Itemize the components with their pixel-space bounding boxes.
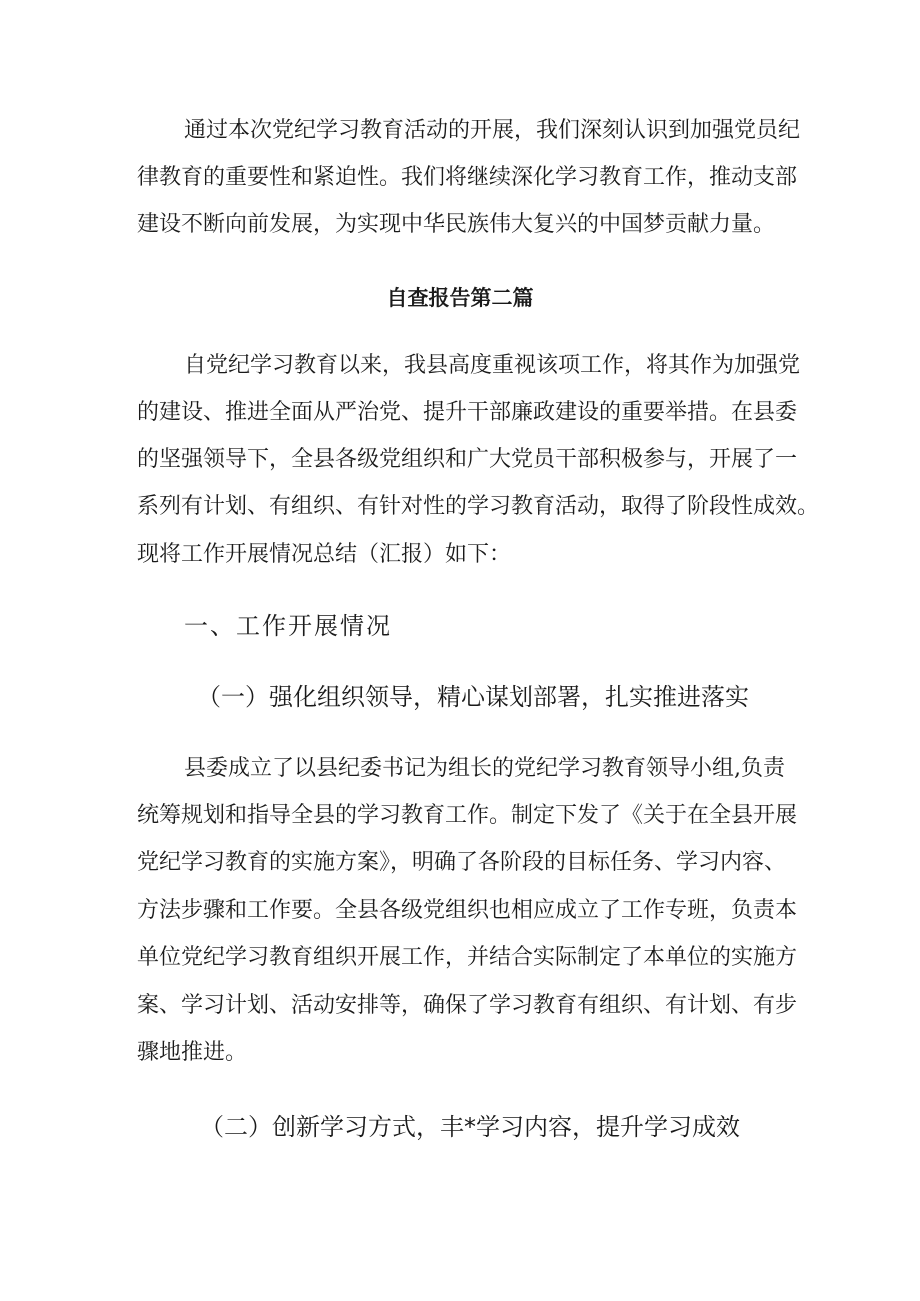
- body-line-5: 单位党纪学习教育组织开展工作，并结合实际制定了本单位的实施方: [137, 945, 798, 970]
- body-line-6: 案、学习计划、活动安排等，确保了学习教育有组织、有计划、有步: [137, 993, 798, 1018]
- body-line-4: 方法步骤和工作要。全县各级党组织也相应成立了工作专班，负责本: [137, 898, 798, 923]
- body-line-3: 党纪学习教育的实施方案》，明确了各阶段的目标任务、学习内容、: [137, 850, 787, 875]
- opening-line-5: 现将工作开展情况总结（汇报）如下：: [137, 542, 512, 567]
- intro-line-1: 通过本次党纪学习教育活动的开展，我们深刻认识到加强党员纪: [184, 118, 801, 143]
- body-line-7: 骤地推进。: [137, 1040, 248, 1065]
- body-line-2: 统筹规划和指导全县的学习教育工作。制定下发了《关于在全县开展: [137, 803, 798, 828]
- body-line-1: 县委成立了以县纪委书记为组长的党纪学习教育领导小组,负责: [184, 756, 785, 781]
- subsection-heading-2: （二）创新学习方式，丰*学习内容，提升学习成效: [200, 1113, 740, 1141]
- section-heading: 一、工作开展情况: [184, 612, 392, 640]
- opening-line-3: 的坚强领导下，全县各级党组织和广大党员干部积极参与，开展了一: [137, 447, 798, 472]
- report-title: 自查报告第二篇: [386, 286, 534, 310]
- intro-line-3: 建设不断向前发展，为实现中华民族伟大复兴的中国梦贡献力量。: [137, 212, 776, 237]
- opening-line-1: 自党纪学习教育以来，我县高度重视该项工作，将其作为加强党: [184, 353, 801, 378]
- subsection-heading-1: （一）强化组织领导，精心谋划部署，扎实推进落实: [197, 683, 749, 711]
- intro-line-2: 律教育的重要性和紧迫性。我们将继续深化学习教育工作，推动支部: [137, 165, 798, 190]
- opening-line-2: 的建设、推进全面从严治党、提升干部廉政建设的重要举措。在县委: [137, 400, 798, 425]
- opening-line-4: 系列有计划、有组织、有针对性的学习教育活动，取得了阶段性成效。: [137, 494, 820, 519]
